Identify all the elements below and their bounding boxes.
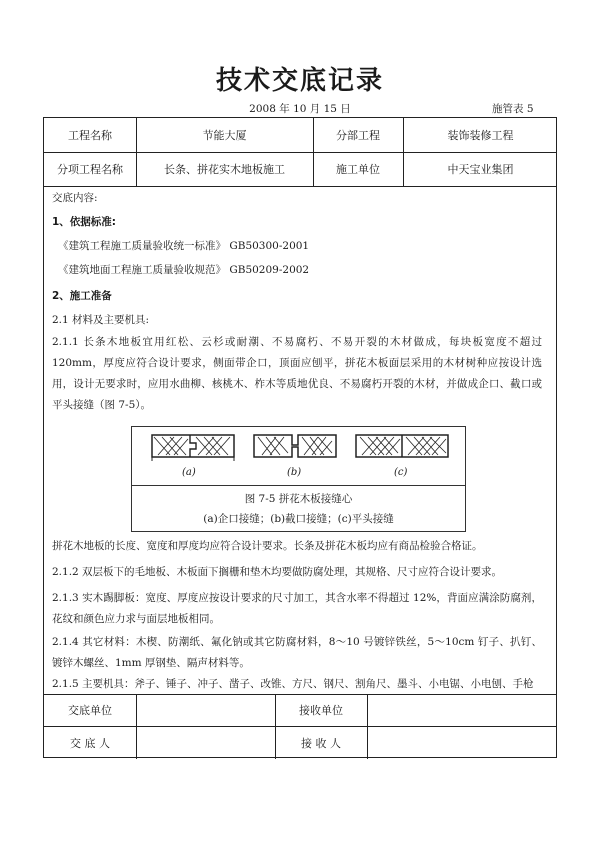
document-date: 2008 年 10 月 15 日 xyxy=(249,103,351,115)
subsection-2-1: 2.1 材料及主要机具: xyxy=(52,314,150,326)
handover-person-field[interactable] xyxy=(136,726,275,759)
section-1-title: 1、依据标准: xyxy=(52,216,117,228)
figure-label-b: (b) xyxy=(287,467,302,478)
division-label: 分部工程 xyxy=(336,129,380,142)
tongue-groove-joint-diagram xyxy=(150,431,236,465)
receiver-person-label: 接 收 人 xyxy=(301,736,341,750)
receiver-unit-label: 接收单位 xyxy=(299,704,343,717)
row-divider xyxy=(44,186,556,187)
content-heading: 交底内容: xyxy=(52,192,98,204)
subitem-label: 分项工程名称 xyxy=(57,163,123,176)
standard-2: 《建筑地面工程施工质量验收规范》 GB50209-2002 xyxy=(58,264,310,276)
figure-label-a: (a) xyxy=(182,467,196,478)
figure-subcaption: (a)企口接缝；(b)截口接缝；(c)平头接缝 xyxy=(203,513,394,525)
figure-caption: 图 7-5 拼花木板接缝心 xyxy=(244,493,353,505)
rebate-joint-diagram xyxy=(252,431,338,465)
contractor-value: 中天宝业集团 xyxy=(447,163,514,176)
butt-joint-diagram xyxy=(354,431,450,465)
paragraph-2-1-5: 2.1.5 主要机具：斧子、锤子、冲子、凿子、改锥、方尺、钢尺、割角尺、墨斗、小电锯、小电刨、手枪 xyxy=(52,678,534,690)
receiver-unit-field[interactable] xyxy=(367,694,558,726)
handover-person-label: 交 底 人 xyxy=(70,736,110,750)
division-value: 装饰装修工程 xyxy=(447,129,514,142)
project-name-value: 节能大厦 xyxy=(202,129,247,142)
figure-label-c: (c) xyxy=(394,467,408,478)
handover-unit-label: 交底单位 xyxy=(68,704,112,717)
handover-unit-field[interactable] xyxy=(136,694,275,726)
subitem-value: 长条、拼花实木地板施工 xyxy=(164,163,285,176)
contractor-label: 施工单位 xyxy=(336,163,380,176)
paragraph-2-1-4: 2.1.4 其它材料：木楔、防潮纸、氟化钠或其它防腐材料，8～10 号镀锌铁丝，5～10cm 钉子、扒钉、镀锌木螺丝、1mm 厚钢垫、隔声材料等。 xyxy=(52,636,542,669)
figure-divider xyxy=(132,485,465,486)
standard-1: 《建筑工程施工质量验收统一标准》 GB50300-2001 xyxy=(58,240,310,252)
paragraph-2-1-1: 2.1.1 长条木地板宜用红松、云杉或耐潮、不易腐朽、不易开裂的木材做成，每块板宽度不超过 120mm，厚度应符合设计要求，侧面带企口，顶面应刨平，拼花木板面层采用的木材树种应按设计选用，设计无要求时，应用水曲柳、核桃木、柞木等质地优良、不易腐朽开裂的木材，并做成企口、截口或平头接缝（图 7-5）。 xyxy=(52,336,542,411)
document-title: 技术交底记录 xyxy=(215,66,384,96)
paragraph-2-1-3: 2.1.3 实木踢脚板：宽度、厚度应按设计要求的尺寸加工，其含水率不得超过 12%，背面应满涂防腐剂，花纹和颜色应力求与面层地板相同。 xyxy=(52,592,542,625)
paragraph-2-1-2: 2.1.2 双层板下的毛地板、木板面下搁栅和垫木均要做防腐处理，其规格、尺寸应符合设计要求。 xyxy=(52,566,503,578)
paragraph-after-figure: 拼花木地板的长度、宽度和厚度均应符合设计要求。长条及拼花木板均应有商品检验合格证。 xyxy=(52,540,483,552)
project-name-label: 工程名称 xyxy=(68,129,112,142)
form-number: 施管表 5 xyxy=(492,103,534,115)
section-2-title: 2、施工准备 xyxy=(52,290,112,302)
receiver-person-field[interactable] xyxy=(367,726,558,759)
figure-7-5 xyxy=(131,426,466,532)
